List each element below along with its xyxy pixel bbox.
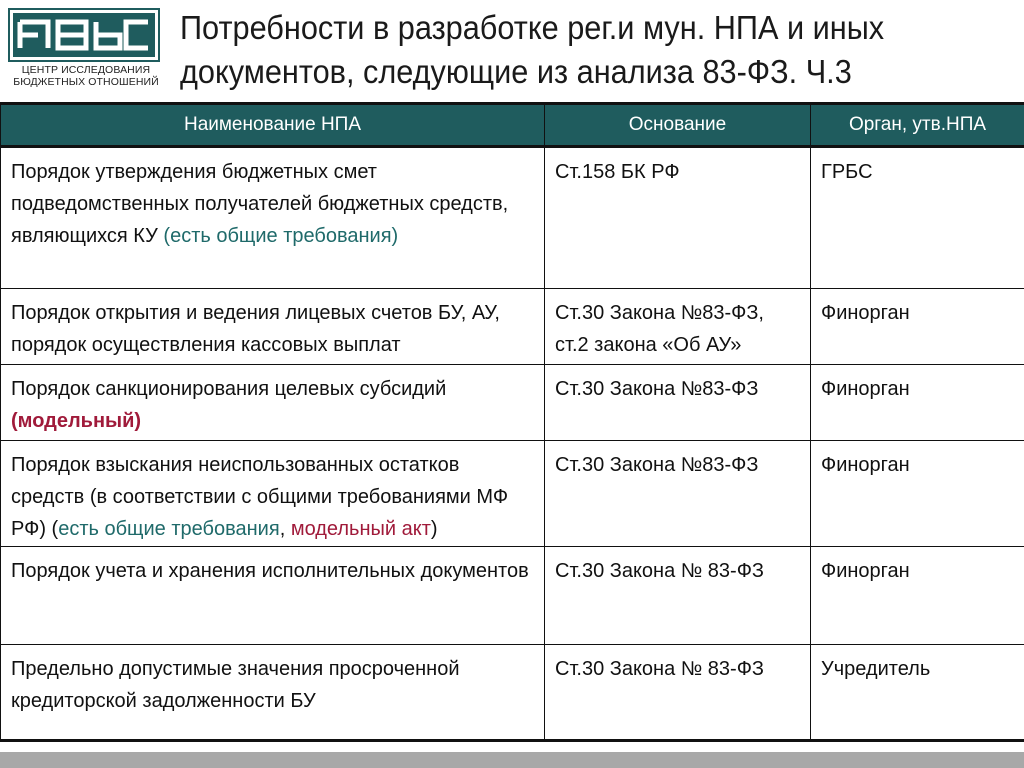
name-text: Порядок взыскания неиспользованных остатков средств (в соответствии с общими требованиями МФ РФ) ( — [11, 454, 509, 540]
cell-basis: Ст.30 Закона № 83-ФЗ — [545, 547, 811, 645]
name-text: Порядок утверждения бюджетных смет подведомственных получателей бюджетных средств, являющихся КУ — [11, 161, 509, 247]
name-note-green: есть общие требования — [58, 518, 280, 540]
logo-caption — [6, 64, 166, 88]
table-row — [1, 547, 1024, 645]
cell-basis: Ст.30 Закона №83-ФЗ — [545, 365, 811, 441]
cell-name — [1, 441, 545, 547]
header-name: Наименование НПА — [1, 104, 545, 147]
logo-line-2: БЮДЖЕТНЫХ ОТНОШЕНИЙ — [13, 76, 159, 88]
name-close-paren: ) — [430, 518, 438, 540]
name-note-red: модельный акт — [290, 518, 431, 540]
page-title — [180, 6, 961, 94]
table-row — [1, 147, 1024, 289]
cell-basis: Ст.30 Закона №83-ФЗ — [545, 441, 811, 547]
header-body: Орган, утв.НПА — [811, 104, 1024, 147]
cell-body: Финорган — [811, 365, 1024, 441]
table-row — [1, 441, 1024, 547]
cell-body: ГРБС — [811, 147, 1024, 289]
cell-name — [1, 645, 545, 741]
cell-basis: Ст.30 Закона № 83-ФЗ — [545, 645, 811, 741]
npa-table-container — [0, 102, 1024, 742]
title-line-2: документов, следующие из анализа 83-ФЗ. Ч.3 — [180, 53, 852, 90]
logo-line-1: ЦЕНТР ИССЛЕДОВАНИЯ — [21, 64, 151, 76]
cell-body: Финорган — [811, 547, 1024, 645]
logo-mark-icon — [8, 8, 160, 62]
logo — [6, 4, 166, 90]
table-row — [1, 645, 1024, 741]
bottom-bar — [0, 752, 1024, 768]
cell-basis: Ст.158 БК РФ — [545, 147, 811, 289]
cell-body: Финорган — [811, 441, 1024, 547]
name-text: Предельно допустимые значения просроченной кредиторской задолженности БУ — [11, 658, 460, 712]
cell-name — [1, 547, 545, 645]
cell-name — [1, 147, 545, 289]
cell-basis: Ст.30 Закона №83-ФЗ, ст.2 закона «Об АУ» — [545, 289, 811, 365]
name-text: Порядок открытия и ведения лицевых счетов БУ, АУ, порядок осуществления кассовых выплат — [11, 302, 500, 356]
title-line-1: Потребности в разработке рег.и мун. НПА и иных — [180, 9, 885, 46]
cell-name — [1, 289, 545, 365]
table-row — [1, 289, 1024, 365]
cell-body: Финорган — [811, 289, 1024, 365]
cell-name — [1, 365, 545, 441]
header-basis: Основание — [545, 104, 811, 147]
cell-body: Учредитель — [811, 645, 1024, 741]
name-note-green: (есть общие требования) — [163, 225, 399, 247]
name-separator: , — [279, 518, 291, 540]
name-text: Порядок санкционирования целевых субсидий — [11, 378, 447, 400]
name-text: Порядок учета и хранения исполнительных документов — [11, 560, 529, 582]
name-note-red: (модельный) — [11, 410, 142, 432]
table-row — [1, 365, 1024, 441]
npa-table — [0, 102, 1024, 742]
table-header-row — [1, 104, 1024, 147]
